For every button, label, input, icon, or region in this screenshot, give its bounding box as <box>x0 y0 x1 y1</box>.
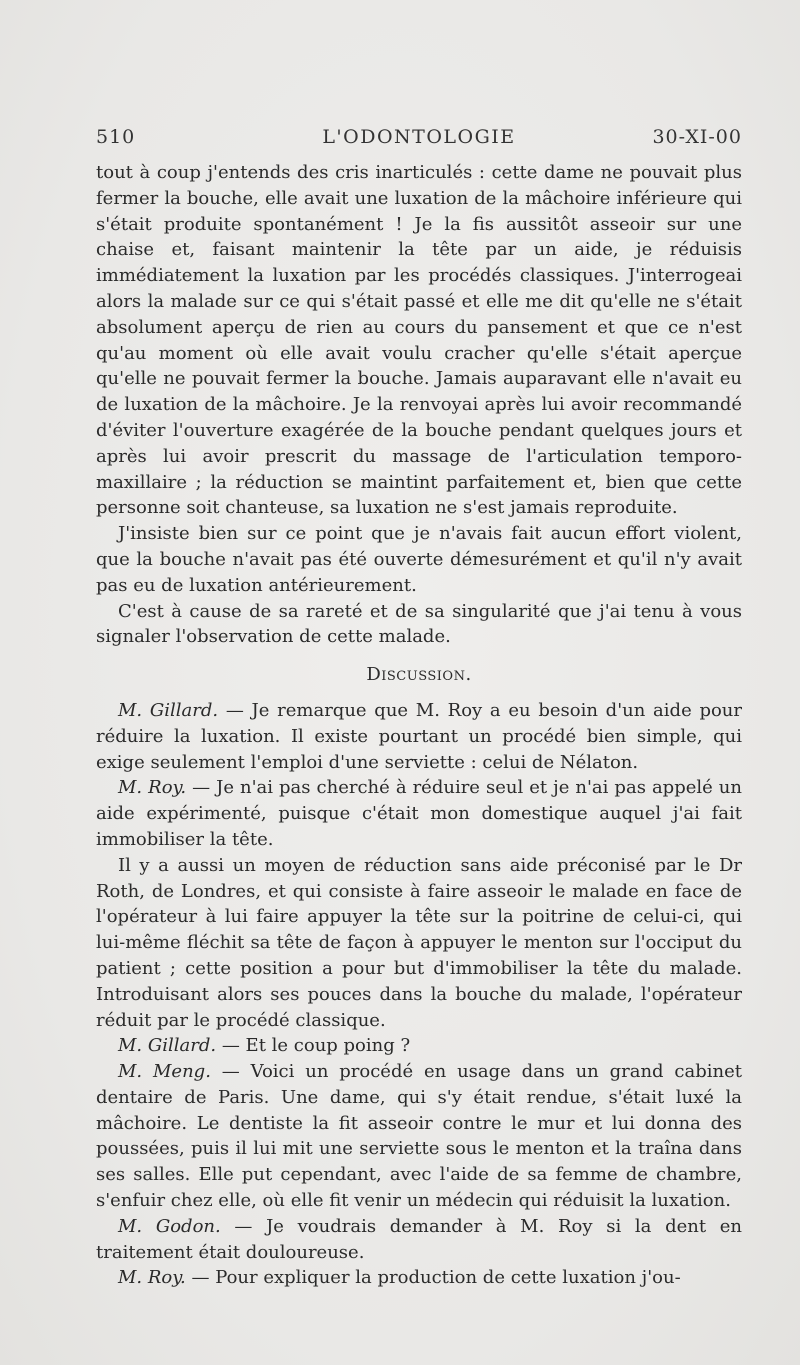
discussion-entry <box>96 775 742 852</box>
paragraph: C'est à cause de sa rareté et de sa singularité que j'ai tenu à vous signaler l'observation de cette malade. <box>96 600 742 648</box>
speaker-name: M. Gillard. <box>118 699 219 721</box>
speaker-name: M. Gillard. <box>118 1035 217 1057</box>
section-heading: Discussion. <box>366 664 472 686</box>
speaker-name: M. Roy. <box>118 1267 186 1289</box>
discussion-entry <box>96 1059 742 1214</box>
speech-text: — Je voudrais demander à M. Roy si la dent en traitement était douloureuse. <box>96 1215 742 1263</box>
issue-date: 30-XI-00 <box>652 126 742 148</box>
discussion-entry <box>96 1265 742 1291</box>
discussion-entry <box>96 1214 742 1266</box>
journal-title: L'ODONTOLOGIE <box>322 126 516 148</box>
speech-text: — Pour expliquer la production de cette luxation j'ou- <box>185 1267 681 1289</box>
paragraph: tout à coup j'entends des cris inarticulés : cette dame ne pouvait plus fermer la bouche, elle avait une luxation de la mâchoire inférieure qui s'était produite spontanément ! Je la fis aussitôt asseoir sur une chaise et, faisant maintenir la tête par un aide, je réduisis immédiatement la luxation par les procédés classiques. J'interrogeai alors la malade sur ce qui s'était passé et elle me dit qu'elle ne s'était absolument aperçu de rien au cours du pansement et que ce n'est qu'au moment où elle avait voulu cracher qu'elle s'était aperçue qu'elle ne pouvait fermer la bouche. Jamais auparavant elle n'avait eu de luxation de la mâchoire. Je la renvoyai après lui avoir recommandé d'éviter l'ouverture exagérée de la bouche pendant quelques jours et après lui avoir prescrit du massage de l'articulation temporo-maxillaire ; la réduction se maintint parfaitement et, bien que cette personne soit chanteuse, sa luxation ne s'est jamais reproduite. <box>96 162 742 519</box>
speech-text: — Et le coup poing ? <box>216 1035 411 1057</box>
speech-text: — Je remarque que M. Roy a eu besoin d'un aide pour réduire la luxation. Il existe pourtant un procédé bien simple, qui exige seulement l'emploi d'une serviette : celui de Nélaton. <box>96 699 742 773</box>
page-number: 510 <box>96 126 136 148</box>
paragraph: J'insiste bien sur ce point que je n'avais fait aucun effort violent, que la bouche n'avait pas été ouverte démesurément et qu'il n'y avait pas eu de luxation antérieurement. <box>96 523 742 596</box>
speaker-name: M. Godon. <box>118 1215 221 1237</box>
speaker-name: M. Roy. <box>118 777 187 799</box>
running-header <box>96 126 742 152</box>
discussion-entry <box>96 853 742 1034</box>
body-text <box>96 160 742 1291</box>
speaker-name: M. Meng. <box>118 1061 211 1083</box>
speech-text: — Je n'ai pas cherché à réduire seul et je n'ai pas appelé un aide expérimenté, puisque c'était mon domestique auquel j'ai fait immobiliser la tête. <box>96 777 742 850</box>
discussion-entry <box>96 1033 742 1059</box>
speech-text: — Voici un procédé en usage dans un grand cabinet dentaire de Paris. Une dame, qui s'y était rendue, s'était luxé la mâchoire. Le dentiste la fit asseoir contre le mur et lui donna des poussées, puis il lui mit une serviette sous le menton et la traîna dans ses salles. Elle put cependant, avec l'aide de sa femme de chambre, s'enfuir chez elle, où elle fit venir un médecin qui réduisit la luxation. <box>96 1061 742 1212</box>
speech-text: Il y a aussi un moyen de réduction sans aide préconisé par le Dr Roth, de Londres, et qui consiste à faire asseoir le malade en face de l'opérateur à lui faire appuyer la tête sur la poitrine de celui-ci, qui lui-même fléchit sa tête de façon à appuyer le menton sur l'occiput du patient ; cette position a pour but d'immobiliser la tête du malade. Introduisant alors ses pouces dans la bouche du malade, l'opérateur réduit par le procédé classique. <box>96 854 742 1031</box>
discussion-entry <box>96 698 742 775</box>
